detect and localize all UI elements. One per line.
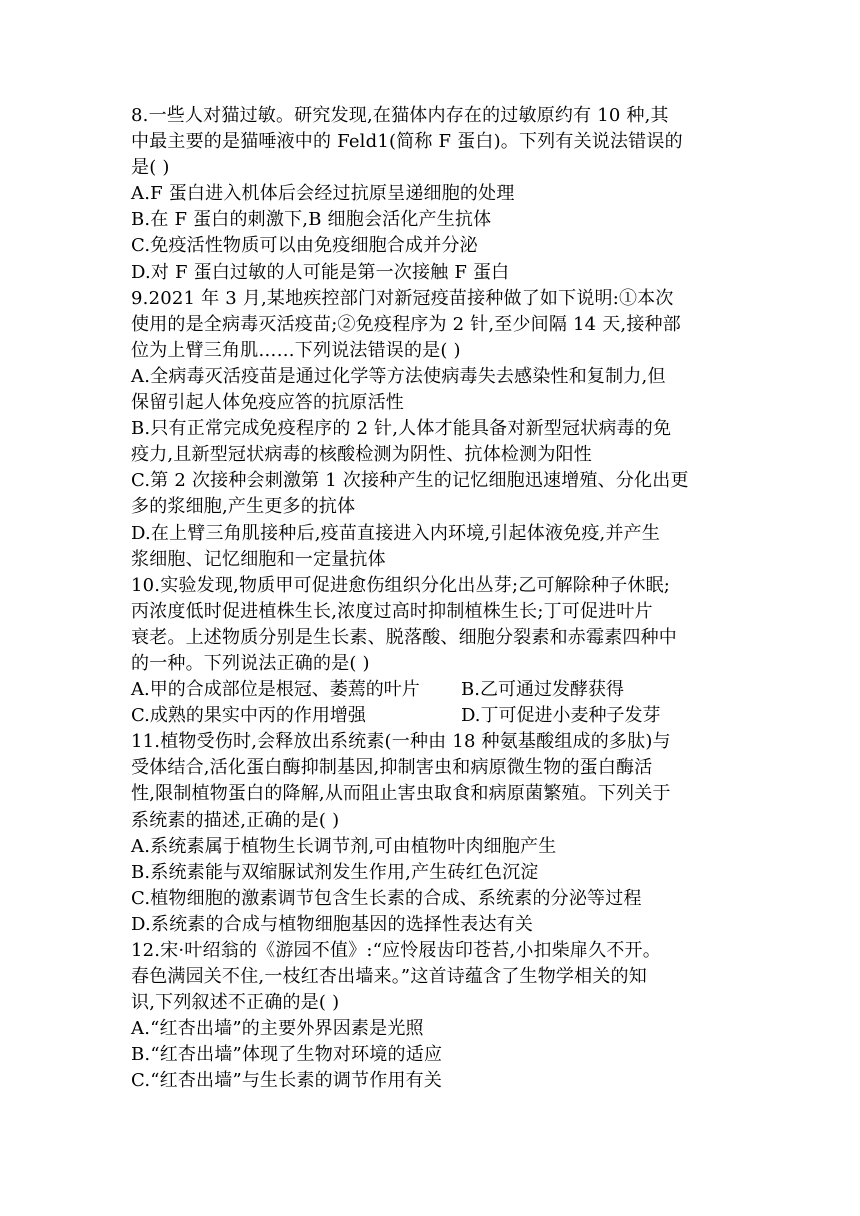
question-10-option-d: D.丁可促进小麦种子发芽	[461, 705, 661, 727]
question-9-stem-line-2: 使用的是全病毒灭活疫苗;②免疫程序为 2 针,至少间隔 14 天,接种部	[131, 313, 681, 335]
question-9-option-b-line-1: B.只有正常完成免疫程序的 2 针,人体才能具备对新型冠状病毒的免	[131, 418, 672, 440]
question-9-option-a-line-1: A.全病毒灭活疫苗是通过化学等方法使病毒失去感染性和复制力,但	[131, 365, 666, 387]
question-10-option-c: C.成熟的果实中丙的作用增强	[131, 705, 366, 727]
question-9-stem-line-1: 9.2021 年 3 月,某地疾控部门对新冠疫苗接种做了如下说明:①本次	[131, 287, 674, 309]
question-11-option-c: C.植物细胞的激素调节包含生长素的合成、系统素的分泌等过程	[131, 887, 642, 909]
question-9-stem-line-3: 位为上臂三角肌……下列说法错误的是( )	[131, 339, 461, 361]
question-11-option-a: A.系统素属于植物生长调节剂,可由植物叶肉细胞产生	[131, 835, 557, 857]
question-8-option-c: C.免疫活性物质可以由免疫细胞合成并分泌	[131, 235, 478, 257]
question-9	[131, 286, 731, 573]
question-9-option-a-line-2: 保留引起人体免疫应答的抗原活性	[131, 392, 404, 414]
question-12	[131, 938, 731, 1095]
question-8-stem-line-1: 8.一些人对猫过敏。研究发现,在猫体内存在的过敏原约有 10 种,其	[131, 105, 669, 126]
question-11-option-b: B.系统素能与双缩脲试剂发生作用,产生砖红色沉淀	[131, 861, 539, 883]
question-12-option-a: A.“红杏出墙”的主要外界因素是光照	[131, 1018, 424, 1040]
question-10-options-row-1	[131, 677, 731, 703]
question-11-stem-line-1: 11.植物受伤时,会释放出系统素(一种由 18 种氨基酸组成的多肽)与	[131, 731, 671, 753]
question-9-option-b-line-2: 疫力,且新型冠状病毒的核酸检测为阴性、抗体检测为阳性	[131, 444, 592, 466]
question-11	[131, 729, 731, 938]
question-9-option-c-line-2: 多的浆细胞,产生更多的抗体	[131, 496, 356, 518]
question-12-option-b: B.“红杏出墙”体现了生物对环境的适应	[131, 1044, 443, 1066]
question-9-option-d-line-1: D.在上臂三角肌接种后,疫苗直接进入内环境,引起体液免疫,并产生	[131, 522, 661, 544]
question-10-stem-line-4: 的一种。下列说法正确的是( )	[131, 652, 370, 674]
question-9-option-d-line-2: 浆细胞、记忆细胞和一定量抗体	[131, 548, 386, 570]
question-8-option-a: A.F 蛋白进入机体后会经过抗原呈递细胞的处理	[131, 183, 515, 205]
question-8-option-b: B.在 F 蛋白的刺激下,B 细胞会活化产生抗体	[131, 209, 492, 231]
question-8-stem-line-3: 是( )	[131, 157, 170, 179]
question-10-option-a: A.甲的合成部位是根冠、萎蔫的叶片	[131, 679, 420, 701]
question-8-option-d: D.对 F 蛋白过敏的人可能是第一次接触 F 蛋白	[131, 261, 510, 283]
question-11-stem-line-2: 受体结合,活化蛋白酶抑制基因,抑制害虫和病原微生物的蛋白酶活	[131, 757, 653, 779]
question-10-options-row-2	[131, 703, 731, 729]
question-10-stem-line-2: 丙浓度低时促进植株生长,浓度过高时抑制植株生长;丁可促进叶片	[131, 600, 653, 622]
question-12-stem-line-2: 春色满园关不住,一枝红杏出墙来。”这首诗蕴含了生物学相关的知	[131, 966, 647, 988]
question-11-option-d: D.系统素的合成与植物细胞基因的选择性表达有关	[131, 913, 534, 935]
question-10-stem-line-3: 衰老。上述物质分别是生长素、脱落酸、细胞分裂素和赤霉素四种中	[131, 626, 677, 648]
question-12-option-c: C.“红杏出墙”与生长素的调节作用有关	[131, 1070, 443, 1092]
question-8	[131, 103, 731, 286]
question-8-stem-line-2: 中最主要的是猫唾液中的 Feld1(简称 F 蛋白)。下列有关说法错误的	[131, 131, 683, 153]
question-10-stem-line-1: 10.实验发现,物质甲可促进愈伤组织分化出丛芽;乙可解除种子休眠;	[131, 574, 671, 596]
question-11-stem-line-3: 性,限制植物蛋白的降解,从而阻止害虫取食和病原菌繁殖。下列关于	[131, 783, 671, 805]
question-12-stem-line-1: 12.宋·叶绍翁的《游园不值》:“应怜屐齿印苍苔,小扣柴扉久不开。	[131, 940, 661, 961]
question-10-option-b: B.乙可通过发酵获得	[461, 679, 624, 701]
exam-page	[131, 103, 731, 1095]
question-10	[131, 573, 731, 730]
question-11-stem-line-4: 系统素的描述,正确的是( )	[131, 809, 340, 831]
question-12-stem-line-3: 识,下列叙述不正确的是( )	[131, 992, 340, 1014]
question-9-option-c-line-1: C.第 2 次接种会刺激第 1 次接种产生的记忆细胞迅速增殖、分化出更	[131, 470, 689, 492]
